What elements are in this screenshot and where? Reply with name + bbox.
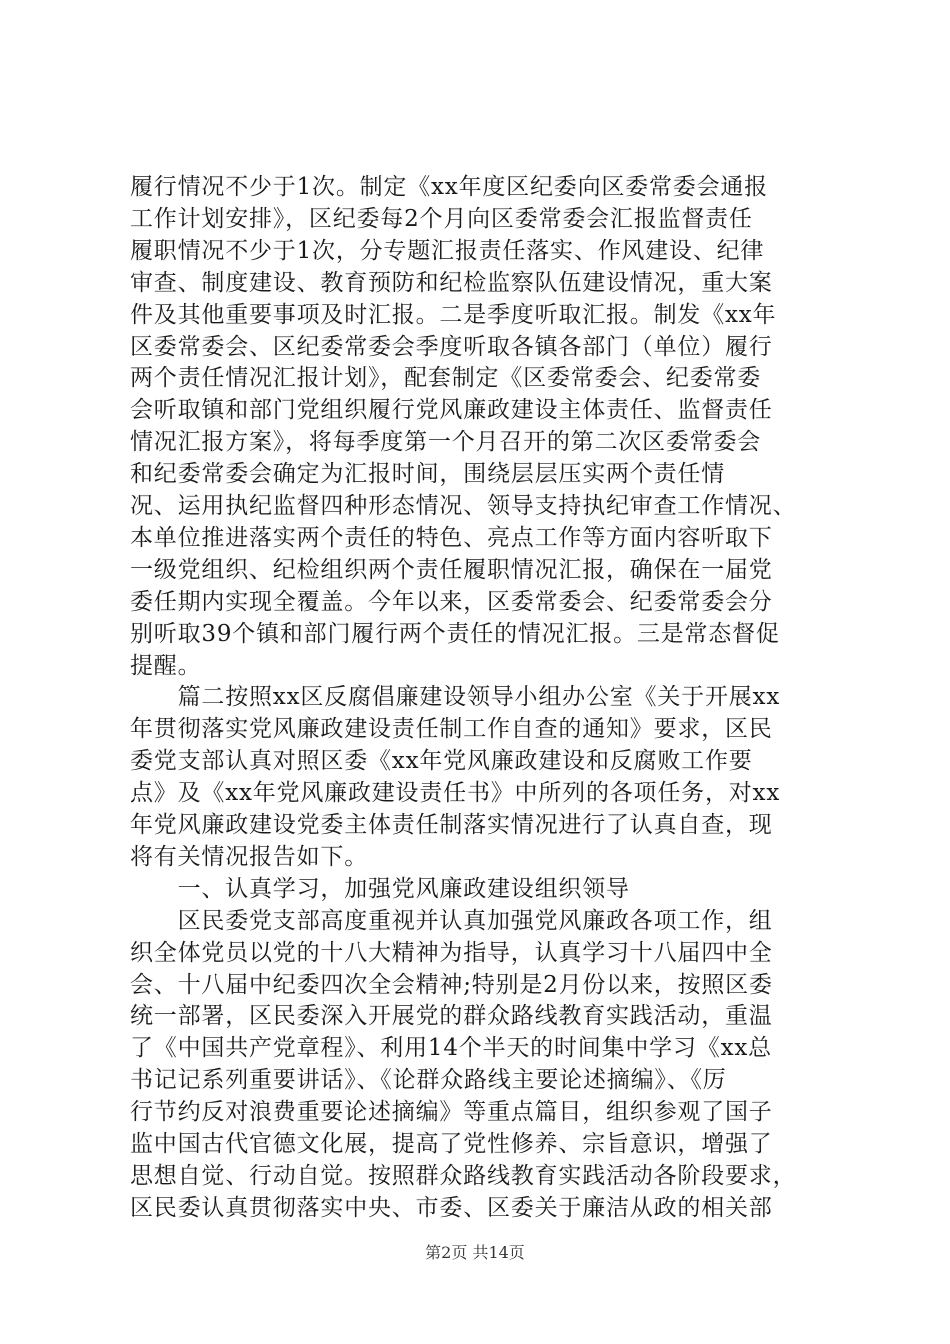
text-line: 别听取39个镇和部门履行两个责任的情况汇报。三是常态督促 [130, 620, 780, 647]
paragraph-start: 区民委党支部高度重视并认真加强党风廉政各项工作，组 [130, 907, 773, 934]
text-line: 统一部署，区民委深入开展党的群众路线教育实践活动，重温 [130, 1003, 773, 1030]
text-line: 年党风廉政建设党委主体责任制落实情况进行了认真自查，现 [130, 812, 773, 838]
text-line: 会、十八届中纪委四次全会精神;特别是2月份以来，按照区委 [130, 971, 773, 998]
text-line: 思想自觉、行动自觉。按照群众路线教育实践活动各阶段要求， [130, 1162, 797, 1189]
text-line: 监中国古代官德文化展，提高了党性修养、宗旨意识，增强了 [130, 1131, 773, 1157]
text-line: 和纪委常委会确定为汇报时间，围绕层层压实两个责任情 [130, 461, 725, 488]
text-line: 情况汇报方案》，将每季度第一个月召开的第二次区委常委会 [130, 429, 762, 456]
text-line: 提醒。 [130, 652, 202, 679]
text-line: 件及其他重要事项及时汇报。二是季度听取汇报。制发《xx年 [130, 301, 777, 328]
text-line: 会听取镇和部门党组织履行党风廉政建设主体责任、监督责任 [130, 397, 773, 424]
text-line: 织全体党员以党的十八大精神为指导，认真学习十八届四中全 [130, 939, 773, 966]
text-line: 两个责任情况汇报计划》，配套制定《区委常委会、纪委常委 [130, 365, 762, 392]
text-line: 一级党组织、纪检组织两个责任履职情况汇报，确保在一届党 [130, 556, 773, 583]
text-line: 履职情况不少于1次，分专题汇报责任落实、作风建设、纪律 [130, 237, 765, 264]
text-line: 工作计划安排》，区纪委每2个月向区委常委会汇报监督责任 [130, 205, 753, 232]
text-line: 区民委认真贯彻落实中央、市委、区委关于廉洁从政的相关部 [130, 1194, 773, 1221]
text-line: 委党支部认真对照区委《xx年党风廉政建设和反腐败工作要 [130, 748, 753, 775]
section-heading: 一、认真学习，加强党风廉政建设组织领导 [130, 875, 630, 902]
text-line: 行节约反对浪费重要论述摘编》等重点篇目，组织参观了国子 [130, 1099, 773, 1126]
text-line: 书记记系列重要讲话》、《论群众路线主要论述摘编》、《厉 [130, 1067, 727, 1094]
text-line: 年贯彻落实党风廉政建设责任制工作自查的通知》要求，区民 [130, 716, 773, 743]
page-footer: 第2页 共14页 [425, 1243, 525, 1262]
text-line: 将有关情况报告如下。 [130, 843, 368, 870]
text-line: 履行情况不少于1次。制定《xx年度区纪委向区委常委会通报 [130, 174, 768, 200]
text-line: 本单位推进落实两个责任的特色、亮点工作等方面内容听取下 [130, 524, 773, 551]
paragraph-start: 篇二按照xx区反腐倡廉建设领导小组办公室《关于开展xx [130, 684, 781, 711]
text-line: 况、运用执纪监督四种形态情况、领导支持执纪审查工作情况、 [130, 493, 797, 519]
text-line: 区委常委会、区纪委常委会季度听取各镇各部门（单位）履行 [130, 333, 773, 360]
text-line: 审查、制度建设、教育预防和纪检监察队伍建设情况，重大案 [130, 269, 773, 296]
text-line: 了《中国共产党章程》、利用14个半天的时间集中学习《xx总 [130, 1035, 772, 1062]
text-line: 委任期内实现全覆盖。今年以来，区委常委会、纪委常委会分 [130, 588, 773, 615]
text-line: 点》及《xx年党风廉政建设责任书》中所列的各项任务，对xx [130, 780, 781, 807]
